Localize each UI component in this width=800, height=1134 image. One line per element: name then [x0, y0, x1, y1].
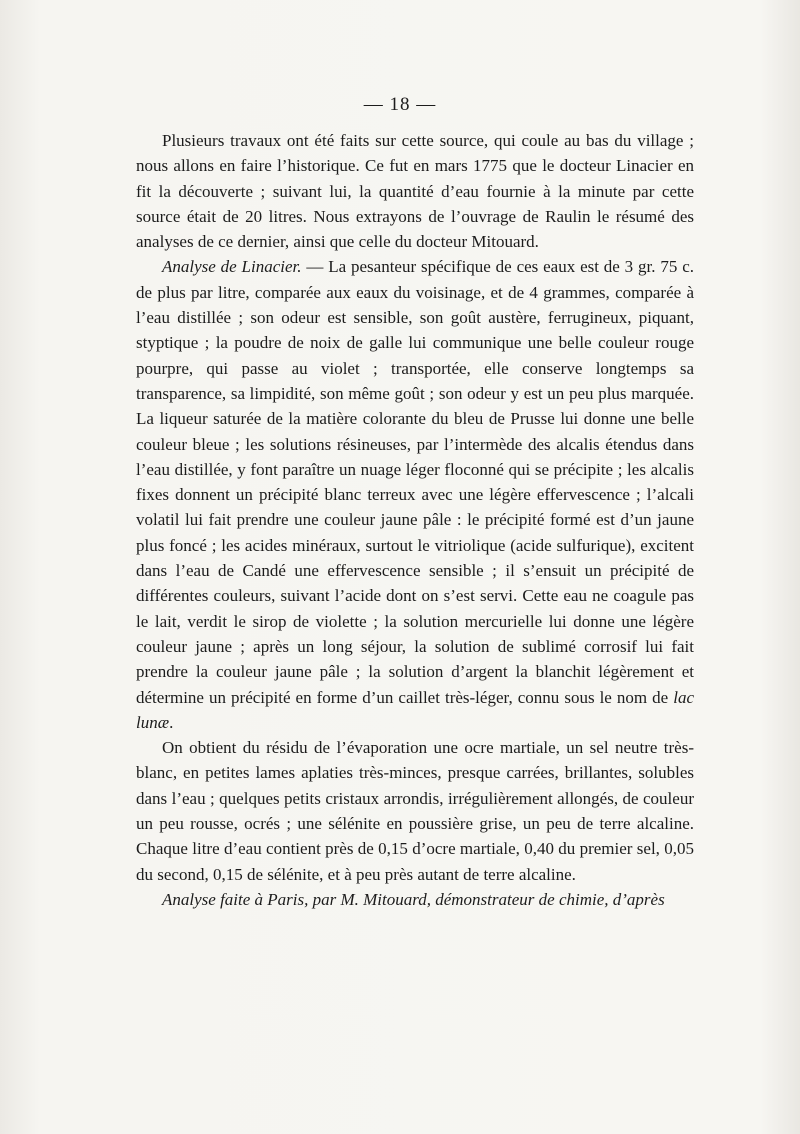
paragraph-end: . — [169, 712, 174, 732]
term-lac-lunae: lac lunæ — [136, 687, 694, 732]
paragraph-mitouard-analysis — [136, 887, 694, 912]
paragraph-residue — [136, 735, 694, 887]
paragraph-text: On obtient du résidu de l’évaporation une ocre martiale, un sel neutre très-blanc, en petites lames aplaties très-minces, presque carrées, brillantes, solubles dans l’eau ; quelques petits cristaux arrondis, irrégulièrement allongés, de couleur un peu rousse, ocrés ; une sélénite en poussière grise, un peu de terre alcaline. Chaque litre d’eau contient près de 0,15 d’ocre martiale, 0,40 du premier sel, 0,05 du second, 0,15 de sélénite, et à peu près autant de terre alcaline. — [136, 738, 694, 884]
paragraph-history — [136, 128, 694, 254]
page-number: — 18 — — [363, 94, 437, 115]
paragraph-text: Plusieurs travaux ont été faits sur cette source, qui coule au bas du village ; nous allons en faire l’historique. Ce fut en mars 1775 que le docteur Linacier en fit la découverte ; suivant lui, la quantité d’eau fournie à la minute par cette source était de 20 litres. Nous extrayons de l’ouvrage de Raulin le résumé des analyses de ce dernier, ainsi que celle du docteur Mitouard. — [136, 131, 694, 252]
section-heading-linacier: Analyse de Linacier. — [162, 257, 302, 277]
section-heading-mitouard: Analyse faite à Paris, par M. Mitouard, démonstrateur de chimie, d’après — [162, 889, 665, 909]
paragraph-text: — La pesanteur spécifique de ces eaux est de 3 gr. 75 c. de plus par litre, comparée aux eaux du voisinage, et de 4 grammes, comparée à l’eau distillée ; son odeur est sensible, son goût austère, ferrugineux, piquant, styptique ; la poudre de noix de galle lui communique une belle couleur rouge pourpre, qui passe au violet ; transportée, elle conserve longtemps sa transparence, sa limpidité, son même goût ; son odeur y est un peu plus marquée. La liqueur saturée de la matière colorante du bleu de Prusse lui donne une belle couleur bleue ; les solutions résineuses, par l’intermède des alcalis étendus dans l’eau distillée, y font paraître un nuage léger floconné qui se précipite ; les alcalis fixes donnent un précipité blanc terreux avec une légère effervescence ; l’alcali volatil lui fait prendre une couleur jaune pâle : le précipité formé est d’un jaune plus foncé ; les acides minéraux, surtout le vitriolique (acide sulfurique), excitent dans l’eau de Candé une effervescence sensible ; il s’ensuit un précipité de différentes couleurs, suivant l’acide dont on s’est servi. Cette eau ne coagule pas le lait, verdit le sirop de violette ; la solution mercurielle lui donne une légère couleur jaune ; après un long séjour, la solution de sublimé corrosif lui fait prendre la couleur jaune pâle ; la solution d’argent la blanchit légèrement et détermine un précipité en forme d’un caillet très-léger, connu sous le nom de — [136, 257, 694, 707]
paragraph-linacier-analysis — [136, 254, 694, 735]
page-body — [136, 128, 694, 912]
